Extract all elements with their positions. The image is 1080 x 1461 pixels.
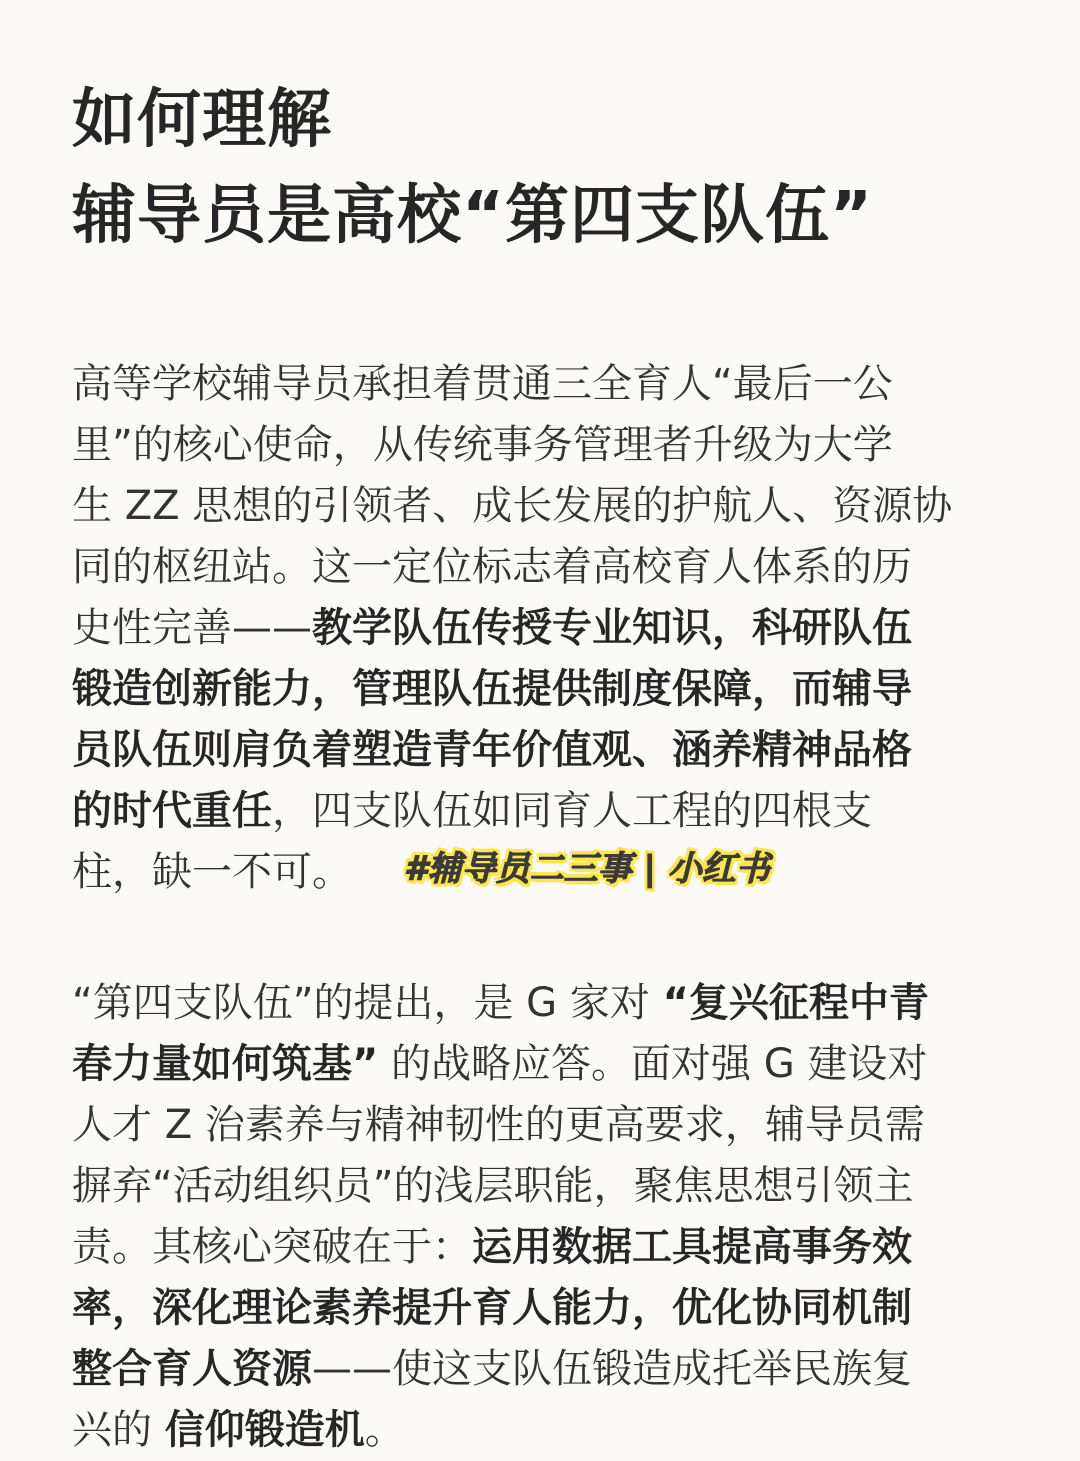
paragraph-line: [72, 354, 1012, 415]
paragraph-line: [72, 973, 1012, 1034]
bold-text: 员队伍则肩负着塑造青年价值观、涵养精神品格: [72, 727, 912, 773]
title-line: 如何理解: [72, 83, 332, 157]
body-text: 里”的核心使命，从传统事务管理者升级为大学: [72, 422, 893, 468]
body-text: 柱，缺一不可。: [72, 849, 352, 895]
body-text: 责。其核心突破在于：: [72, 1224, 472, 1270]
article: [72, 72, 1012, 1461]
body-text: “第四支队伍”的提出，是 G 家对: [72, 980, 663, 1026]
paragraph-line: [72, 1217, 1012, 1278]
paragraph-line: [72, 598, 1012, 659]
bold-text: 信仰锻造机: [164, 1407, 365, 1453]
paragraph-line: [72, 537, 1012, 598]
paragraph-intro: [72, 354, 1012, 903]
hashtag-watermark: #辅导员二三事 | 小红书: [404, 849, 770, 889]
body-text: 生 ZZ 思想的引领者、成长发展的护航人、资源协: [72, 483, 953, 529]
paragraph-line: [72, 415, 1012, 476]
body-text: ——使这支队伍锻造成托举民族复: [312, 1346, 912, 1392]
bold-text: “复兴征程中青: [662, 980, 929, 1026]
body-text: ，四支队伍如同育人工程的四根支: [272, 788, 872, 834]
paragraph-line: [72, 781, 1012, 842]
paragraph-line: [72, 1095, 1012, 1156]
bold-text: 教学队伍传授专业知识，科研队伍: [312, 605, 912, 651]
paragraph-line: [72, 1034, 1012, 1095]
bold-text: 率，深化理论素养提升育人能力，优化协同机制: [72, 1285, 912, 1331]
paragraph-line: [72, 1339, 1012, 1400]
body-text: 的战略应答。面对强 G 建设对: [378, 1041, 928, 1087]
paragraph-line: [72, 659, 1012, 720]
article-title: [72, 72, 1012, 264]
paragraph-line: [72, 1156, 1012, 1217]
paragraph-line: [72, 1400, 1012, 1461]
paragraph-line: [72, 476, 1012, 537]
paragraph-analysis: [72, 973, 1012, 1461]
body-text: 史性完善——: [72, 605, 312, 651]
bold-text: 整合育人资源: [72, 1346, 312, 1392]
paragraph-line: [72, 1278, 1012, 1339]
body-text: 同的枢纽站。这一定位标志着高校育人体系的历: [72, 544, 912, 590]
body-text: 高等学校辅导员承担着贯通三全育人“最后一公: [72, 361, 893, 407]
body-text: 兴的: [72, 1407, 165, 1453]
bold-text: 运用数据工具提高事务效: [472, 1224, 912, 1270]
bold-text: 的时代重任: [72, 788, 272, 834]
title-line: 辅导员是高校“第四支队伍”: [72, 179, 874, 253]
bold-text: 锻造创新能力，管理队伍提供制度保障，而辅导: [72, 666, 912, 712]
body-text: 摒弃“活动组织员”的浅层职能，聚焦思想引领主: [72, 1163, 914, 1209]
body-text: 人才 Z 治素养与精神韧性的更高要求，辅导员需: [72, 1102, 925, 1148]
body-text: 。: [364, 1407, 405, 1453]
paragraph-line: [72, 720, 1012, 781]
bold-text: 春力量如何筑基”: [72, 1041, 379, 1087]
